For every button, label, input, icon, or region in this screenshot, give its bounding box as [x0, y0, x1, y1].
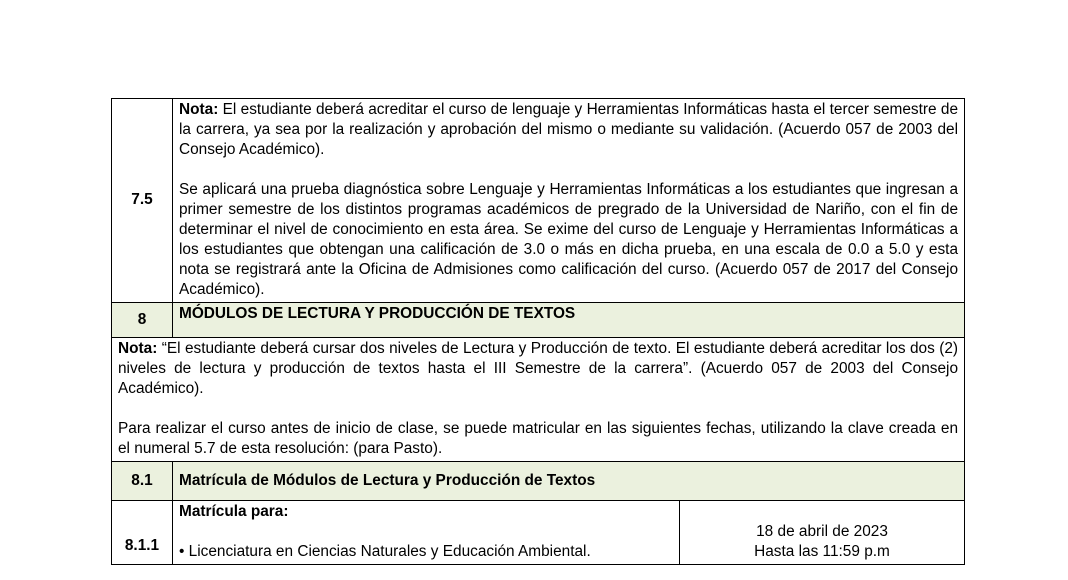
- resolution-table: [111, 98, 965, 565]
- note-paragraph: [179, 100, 958, 160]
- row-7-5: [112, 99, 965, 303]
- section-number-7-5: 7.5: [112, 99, 173, 303]
- section-number-8-1: 8.1: [112, 462, 173, 501]
- note-text: El estudiante deberá acreditar el curso de lenguaje y Herramientas Informáticas hasta el tercer semestre de la carrera, ya sea por la realización y aprobación del mismo o mediante su validación. (Acuerdo 057 de 2003 del Consejo Académico).: [179, 101, 959, 158]
- enrollment-programs-cell: [173, 501, 680, 565]
- row-8-1-1: [112, 501, 965, 565]
- section-7-5-content: [173, 99, 965, 303]
- note-8-text: “El estudiante deberá cursar dos niveles de Lectura y Producción de texto. El estudiante deberá acreditar los dos (2) niveles de lectura y producción de textos hasta el III Semestre de la carrera”. (Acuerdo 057 de 2003 del Consejo Académico).: [118, 340, 959, 397]
- section-8-title: MÓDULOS DE LECTURA Y PRODUCCIÓN DE TEXTOS: [173, 303, 965, 338]
- note-label: Nota:: [179, 101, 219, 118]
- note-8-label: Nota:: [118, 340, 158, 357]
- enrollment-date: 18 de abril de 2023: [756, 523, 888, 540]
- section-8-1-title: Matrícula de Módulos de Lectura y Producción de Textos: [173, 462, 965, 501]
- program-list-item: • Licenciatura en Ciencias Naturales y Educación Ambiental.: [179, 543, 591, 560]
- section-number-8: 8: [112, 303, 173, 338]
- section-8-note: [112, 338, 965, 462]
- row-8: [112, 303, 965, 338]
- row-note-8: [112, 338, 965, 462]
- section-number-8-1-1: 8.1.1: [112, 501, 173, 565]
- row-8-1: [112, 462, 965, 501]
- diagnostic-test-paragraph: Se aplicará una prueba diagnóstica sobre Lenguaje y Herramientas Informáticas a los estudiantes que ingresan a primer semestre de los distintos programas académicos de pregrado de la Universidad de Nariño, con el fin de determinar el nivel de conocimiento en esta área. Se exime del curso de Lenguaje y Herramientas Informáticas a los estudiantes que obtengan una calificación de 3.0 o más en dicha prueba, en una escala de 0.0 a 5.0 y esta nota se registrará ante la Oficina de Admisiones como calificación del curso. (Acuerdo 057 de 2017 del Consejo Académico).: [179, 181, 959, 298]
- paragraph-gap: [118, 399, 958, 419]
- paragraph-gap: [179, 522, 673, 542]
- enrollment-info-paragraph: Para realizar el curso antes de inicio de clase, se puede matricular en las siguientes fechas, utilizando la clave creada en el numeral 5.7 de esta resolución: (para Pasto).: [118, 420, 959, 457]
- enrollment-label: Matrícula para:: [179, 503, 289, 520]
- paragraph-gap: [179, 160, 958, 180]
- enrollment-deadline-time: Hasta las 11:59 p.m: [754, 543, 890, 560]
- enrollment-date-cell: [680, 501, 965, 565]
- note-8-paragraph: [118, 339, 958, 399]
